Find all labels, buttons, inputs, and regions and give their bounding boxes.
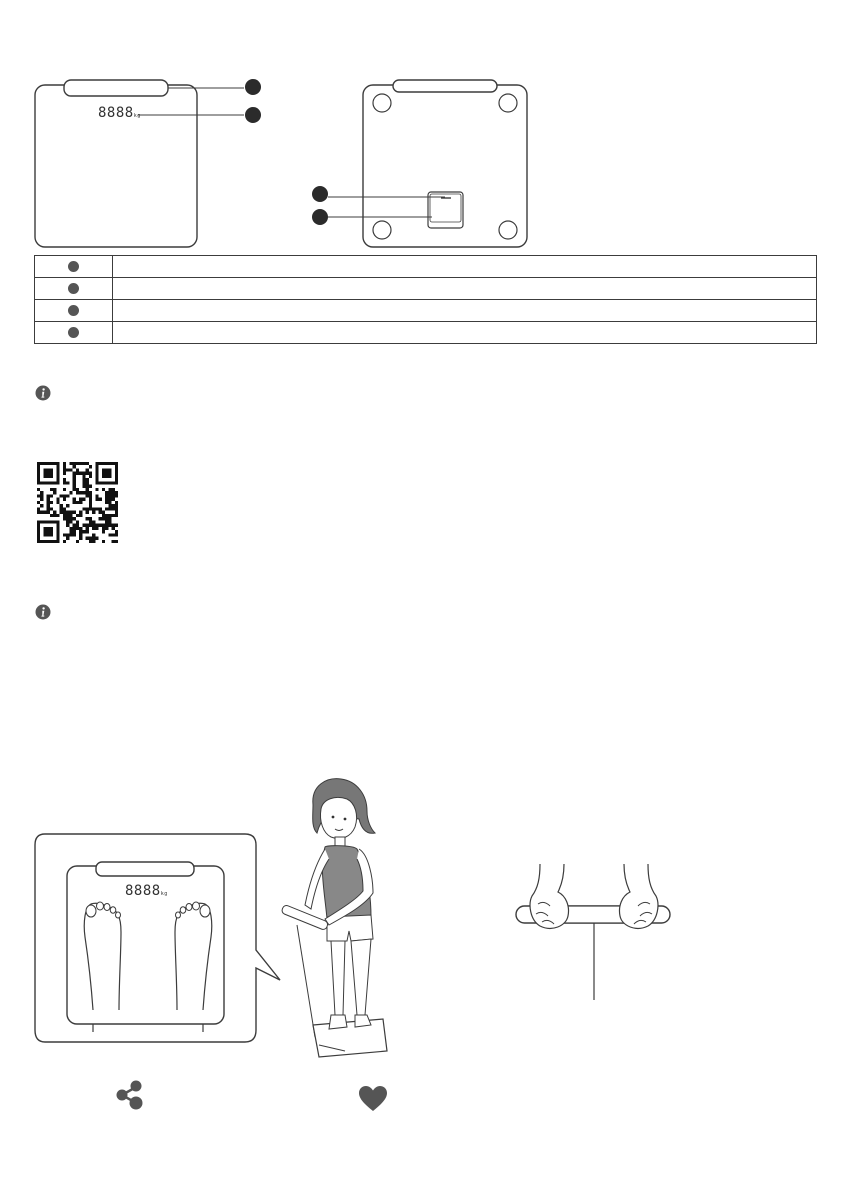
share-icon	[114, 1080, 146, 1112]
legend-marker-cell	[35, 300, 113, 322]
table-row	[35, 278, 817, 300]
table-row	[35, 256, 817, 278]
callout-marker-icon	[68, 305, 79, 316]
front-display-digits: 8888	[98, 105, 134, 121]
qr-code-icon	[37, 462, 118, 543]
feet-on-scale-illustration	[33, 832, 293, 1047]
scale-back-figure	[305, 75, 535, 255]
legend-marker-cell	[35, 256, 113, 278]
table-row	[35, 322, 817, 344]
parts-legend-table	[34, 255, 817, 344]
scale-display-digits: 8888	[125, 883, 161, 899]
scale-front-figure	[30, 75, 270, 255]
callout-marker-icon	[68, 283, 79, 294]
callout-marker-icon	[68, 261, 79, 272]
legend-description	[113, 256, 817, 278]
legend-description	[113, 322, 817, 344]
person-on-scale-illustration	[275, 775, 400, 1065]
info-icon	[35, 604, 51, 620]
info-icon	[35, 385, 51, 401]
legend-description	[113, 278, 817, 300]
legend-marker-cell	[35, 322, 113, 344]
legend-marker-cell	[35, 278, 113, 300]
scale-display-unit: kg	[160, 891, 168, 897]
legend-description	[113, 300, 817, 322]
front-display-readout	[98, 105, 141, 121]
scale-display-readout	[125, 883, 168, 899]
hands-on-handle-illustration	[512, 860, 677, 1005]
heart-icon	[358, 1085, 388, 1113]
front-display-unit: kg	[133, 113, 141, 119]
callout-marker-icon	[68, 327, 79, 338]
table-row	[35, 300, 817, 322]
